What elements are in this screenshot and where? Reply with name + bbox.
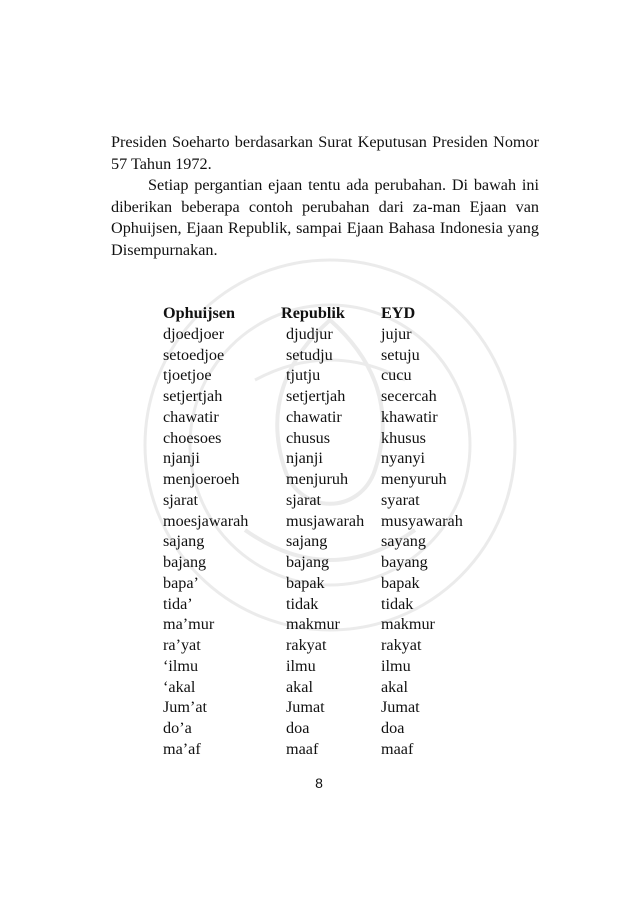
table-row [163,365,491,386]
cell-eyd: Jumat [381,698,420,717]
cell-republik: sjarat [286,490,322,509]
table-body [163,324,491,760]
table-row [163,697,491,718]
header-eyd: EYD [381,304,416,322]
cell-ophuijsen: bajang [163,553,207,571]
table-row [163,531,491,552]
cell-eyd: ilmu [381,656,411,675]
table-row [163,469,491,490]
cell-republik: musjawarah [286,511,365,530]
table-row [163,677,491,698]
cell-republik: Jumat [286,698,325,717]
cell-republik: njanji [286,449,323,468]
cell-republik: tidak [286,594,319,613]
cell-ophuijsen: sajang [163,532,205,551]
cell-eyd: makmur [381,615,435,634]
cell-eyd: syarat [381,490,420,509]
cell-eyd: jujur [381,324,412,343]
cell-ophuijsen: Jum’at [163,698,208,717]
cell-republik: sajang [286,532,328,551]
cell-ophuijsen: ma’af [163,739,201,758]
table-row [163,635,491,656]
cell-ophuijsen: choesoes [163,428,222,447]
cell-republik: tjutju [286,366,321,385]
table-row [163,594,491,615]
cell-ophuijsen: tjoetjoe [163,366,212,385]
cell-eyd: akal [381,677,408,696]
cell-eyd: nyanyi [381,449,426,468]
cell-ophuijsen: ‘akal [163,677,196,696]
body-text [111,132,539,261]
cell-eyd: khusus [381,428,426,447]
cell-republik: rakyat [286,636,327,654]
table-row [163,345,491,366]
cell-ophuijsen: tida’ [163,594,193,613]
cell-ophuijsen: bapa’ [163,573,199,592]
header-ophuijsen: Ophuijsen [163,304,235,322]
cell-ophuijsen: chawatir [163,407,219,426]
cell-ophuijsen: setjertjah [163,387,223,405]
cell-republik: bajang [286,553,330,571]
cell-republik: setudju [286,345,333,364]
cell-eyd: rakyat [381,636,422,654]
cell-eyd: cucu [381,366,412,385]
cell-republik: setjertjah [286,387,346,405]
cell-ophuijsen: ra’yat [163,636,201,654]
paragraph-intro: Setiap pergantian ejaan tentu ada perubahan. Di bawah ini diberikan beberapa contoh perubahan dari za-man Ejaan van Ophuijsen, Ejaan Republik, sampai Ejaan Bahasa Indonesia yang Disempurnakan. [111,176,539,259]
table-row [163,552,491,573]
cell-republik: bapak [286,573,325,592]
cell-eyd: musyawarah [381,511,463,530]
table-row [163,718,491,739]
table-row [163,386,491,407]
cell-republik: chusus [286,428,331,447]
cell-eyd: menyuruh [381,470,447,488]
cell-republik: makmur [286,615,340,634]
cell-republik: chawatir [286,407,342,426]
cell-republik: doa [286,719,310,737]
cell-ophuijsen: setoedjoe [163,345,225,364]
table-row [163,448,491,469]
spelling-comparison-table [163,303,491,760]
table-row [163,739,491,760]
table-row [163,511,491,532]
table-row [163,428,491,449]
cell-ophuijsen: sjarat [163,490,199,509]
cell-eyd: tidak [381,594,414,613]
cell-eyd: sayang [381,532,426,551]
cell-eyd: secercah [381,387,437,405]
cell-republik: ilmu [286,656,316,675]
table-row [163,656,491,677]
cell-republik: maaf [286,739,319,758]
paragraph-continuation: Presiden Soeharto berdasarkan Surat Keputusan Presiden Nomor 57 Tahun 1972. [111,133,539,173]
table-row [163,407,491,428]
header-republik: Republik [281,304,345,322]
cell-ophuijsen: menjoeroeh [163,470,240,488]
cell-ophuijsen: njanji [163,449,200,468]
cell-eyd: setuju [381,345,420,364]
cell-eyd: bayang [381,553,428,571]
cell-ophuijsen: ‘ilmu [163,656,199,675]
table-header-row [163,303,491,324]
cell-ophuijsen: djoedjoer [163,324,225,343]
cell-ophuijsen: do’a [163,719,192,737]
cell-ophuijsen: ma’mur [163,615,215,634]
cell-ophuijsen: moesjawarah [163,511,249,530]
cell-republik: menjuruh [286,470,349,488]
table-row [163,573,491,594]
cell-eyd: khawatir [381,407,438,426]
cell-republik: djudjur [286,324,333,343]
cell-eyd: maaf [381,739,414,758]
page-number: 8 [315,775,323,791]
cell-eyd: bapak [381,573,420,592]
cell-eyd: doa [381,719,405,737]
table-row [163,490,491,511]
table-row [163,324,491,345]
table-row [163,614,491,635]
cell-republik: akal [286,677,313,696]
